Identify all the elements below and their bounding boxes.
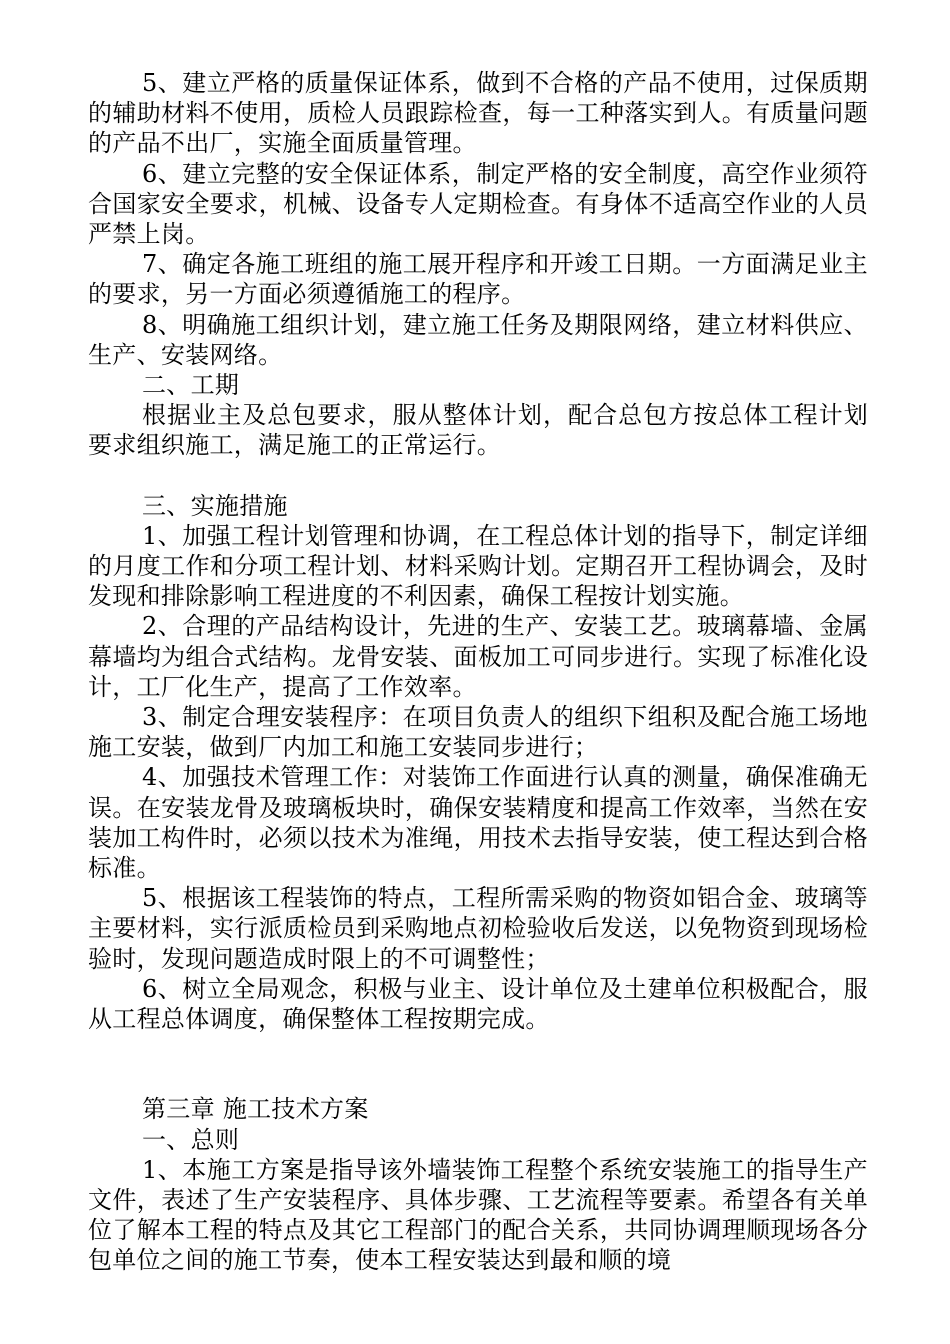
section-heading-measures: 三、实施措施 (142, 491, 288, 520)
blank-lines (88, 1034, 868, 1094)
paragraph-duration: 根据业主及总包要求，服从整体计划，配合总包方按总体工程计划要求组织施工，满足施工的正常运行。 (88, 401, 868, 460)
paragraph-measure-2: 2、合理的产品结构设计，先进的生产、安装工艺。玻璃幕墙、金属幕墙均为组合式结构。龙骨安装、面板加工可同步进行。实现了标准化设计，工厂化生产，提高了工作效率。 (88, 612, 868, 701)
paragraph-construction-schedule: 7、确定各施工班组的施工展开程序和开竣工日期。一方面满足业主的要求，另一方面必须遵循施工的程序。 (88, 250, 868, 309)
paragraph-general-1: 1、本施工方案是指导该外墙装饰工程整个系统安装施工的指导生产文件，表述了生产安装程序、具体步骤、工艺流程等要素。希望各有关单位了解本工程的特点及其它工程部门的配合关系，共同协调理顺现场各分包单位之间的施工节奏，使本工程安装达到最和顺的境 (88, 1155, 868, 1275)
section-heading-general: 一、总则 (142, 1125, 240, 1154)
paragraph-measure-1: 1、加强工程计划管理和协调，在工程总体计划的指导下，制定详细的月度工作和分项工程计划、材料采购计划。定期召开工程协调会，及时发现和排除影响工程进度的不利因素，确保工程按计划实施。 (88, 521, 868, 611)
document-body (88, 68, 868, 1276)
paragraph-measure-5: 5、根据该工程装饰的特点，工程所需采购的物资如铝合金、玻璃等主要材料，实行派质检员到采购地点初检验收后发送，以免物资到现场检验时，发现问题造成时限上的不可调整性； (88, 884, 868, 973)
paragraph-measure-3: 3、制定合理安装程序：在项目负责人的组织下组积及配合施工场地施工安装，做到厂内加工和施工安装同步进行； (88, 703, 868, 762)
paragraph-safety-assurance: 6、建立完整的安全保证体系，制定严格的安全制度，高空作业须符合国家安全要求，机械、设备专人定期检查。有身体不适高空作业的人员严禁上岗。 (88, 159, 868, 249)
chapter-heading: 第三章 施工技术方案 (142, 1095, 369, 1124)
paragraph-organization-plan: 8、明确施工组织计划，建立施工任务及期限网络，建立材料供应、生产、安装网络。 (88, 310, 868, 369)
paragraph-quality-assurance: 5、建立严格的质量保证体系，做到不合格的产品不使用，过保质期的辅助材料不使用，质检人员跟踪检查，每一工种落实到人。有质量问题的产品不出厂，实施全面质量管理。 (88, 69, 868, 158)
section-heading-duration: 二、工期 (142, 371, 240, 400)
blank-line (88, 461, 868, 491)
paragraph-measure-6: 6、树立全局观念，积极与业主、设计单位及土建单位积极配合，服从工程总体调度，确保整体工程按期完成。 (88, 974, 868, 1034)
paragraph-measure-4: 4、加强技术管理工作：对装饰工作面进行认真的测量，确保准确无误。在安装龙骨及玻璃板块时，确保安装精度和提高工作效率，当然在安装加工构件时，必须以技术为准绳，用技术去指导安装，使工程达到合格标准。 (88, 763, 868, 883)
